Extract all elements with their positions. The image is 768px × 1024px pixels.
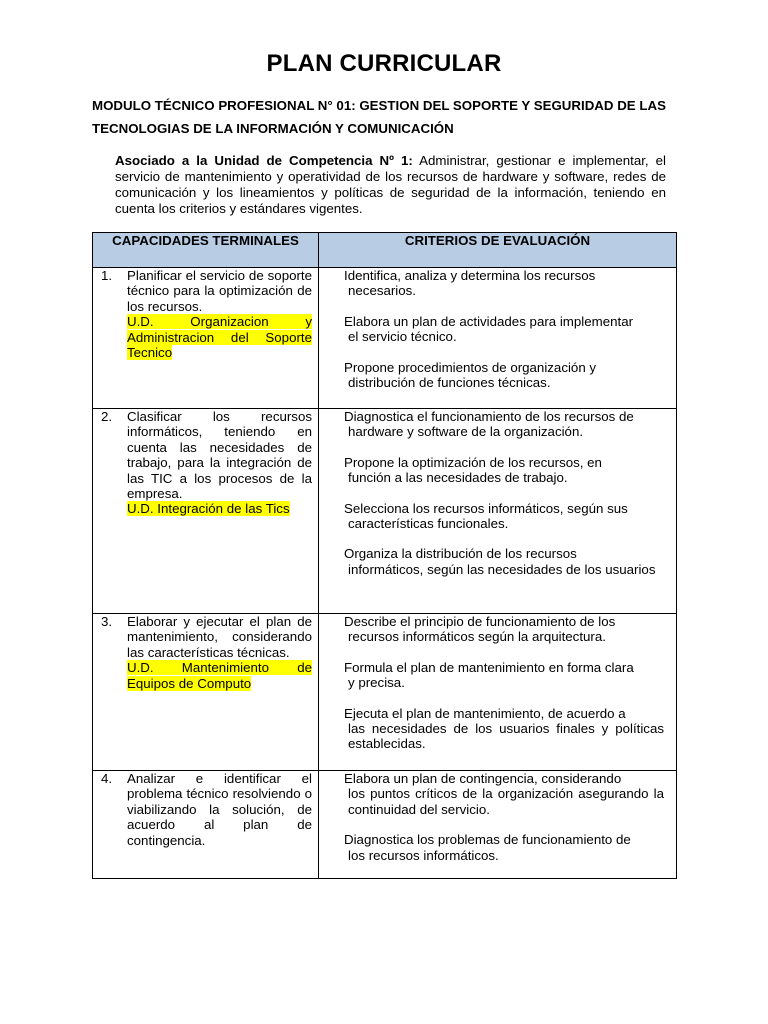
- criterion-line: Elabora un plan de contingencia, considerando: [344, 771, 622, 786]
- criterion-line: Elabora un plan de actividades para implementar: [344, 313, 634, 329]
- criterion-line: Diagnostica los problemas de funcionamiento de: [344, 832, 631, 848]
- association-text: Administrar, gestionar e implementar, el servicio de mantenimiento y operatividad de los recursos de hardware y software, redes de comunicación y los lineamientos y políticas de seguridad de la información, teniendo en cuenta los criterios y estándares vigentes.: [115, 153, 666, 216]
- criterion-item: [344, 832, 664, 863]
- table-row: [93, 268, 677, 409]
- criterion-item: [344, 314, 664, 345]
- capacity-text: Planificar el servicio de soporte técnico para la optimización de los recursos.: [127, 268, 312, 314]
- association-paragraph: [115, 153, 666, 217]
- capacity-text: Clasificar los recursos informáticos, teniendo en cuenta las necesidades de trabajo, para la integración de las TIC a los procesos de la empresa.: [127, 409, 312, 502]
- criterion-item: [344, 455, 664, 486]
- criterion-line: características funcionales.: [348, 516, 509, 532]
- criterion-line: y precisa.: [348, 675, 405, 691]
- capacity-cell: [93, 409, 319, 614]
- capacity-number: 2.: [101, 409, 113, 424]
- capacity-number: 3.: [101, 614, 113, 629]
- criterion-line: distribución de funciones técnicas.: [348, 375, 551, 391]
- criterion-line: Selecciona los recursos informáticos, según sus: [344, 500, 628, 516]
- criterion-item: [344, 706, 664, 752]
- criterion-line: Diagnostica el funcionamiento de los recursos de: [344, 409, 634, 424]
- criteria-cell: [319, 409, 677, 614]
- criterion-line: Formula el plan de mantenimiento en forma clara: [344, 659, 634, 675]
- unit-highlight: U.D. Organizacion y Administracion del Soporte Tecnico: [127, 314, 312, 361]
- criterion-item: [344, 268, 664, 299]
- capacity-cell: [93, 771, 319, 879]
- header-capacidades: CAPACIDADES TERMINALES: [93, 233, 319, 268]
- criterion-line: los recursos informáticos.: [348, 847, 499, 863]
- criterion-item: [344, 360, 664, 391]
- criterion-item: [344, 546, 664, 577]
- criterion-line: Propone la optimización de los recursos, en: [344, 454, 602, 470]
- table-row: [93, 614, 677, 771]
- curriculum-table: [92, 232, 677, 879]
- criterion-line: informáticos, según las necesidades de los usuarios: [348, 561, 656, 577]
- criterion-line: Propone procedimientos de organización y: [344, 359, 597, 375]
- criterion-line: Identifica, analiza y determina los recursos: [344, 268, 596, 283]
- criterion-item: [344, 409, 664, 440]
- criterion-line: el servicio técnico.: [348, 329, 457, 345]
- page-title: PLAN CURRICULAR: [266, 50, 502, 77]
- criteria-cell: [319, 771, 677, 879]
- table-header-row: [93, 233, 677, 268]
- criterion-item: [344, 614, 664, 645]
- criterion-line: Ejecuta el plan de mantenimiento, de acuerdo a: [344, 705, 626, 721]
- table-row: [93, 409, 677, 614]
- module-heading: MODULO TÉCNICO PROFESIONAL N° 01: GESTION DEL SOPORTE Y SEGURIDAD DE LAS TECNOLOGIAS DE LA INFORMACIÓN Y COMUNICACIÓN: [92, 98, 666, 136]
- header-criterios: CRITERIOS DE EVALUACIÓN: [319, 233, 677, 268]
- criterion-line: recursos informáticos según la arquitectura.: [348, 629, 606, 645]
- criteria-cell: [319, 614, 677, 771]
- criterion-item: [344, 660, 664, 691]
- criterion-line: hardware y software de la organización.: [348, 424, 584, 440]
- criteria-cell: [319, 268, 677, 409]
- criterion-line: Describe el principio de funcionamiento de los: [344, 614, 616, 629]
- criterion-line: Organiza la distribución de los recursos: [344, 546, 577, 562]
- criterion-line: los puntos críticos de la organización asegurando la continuidad del servicio.: [348, 786, 664, 817]
- capacity-text: Analizar e identificar el problema técnico resolviendo o viabilizando la solución, de acuerdo al plan de contingencia.: [127, 771, 312, 848]
- capacity-number: 4.: [101, 771, 113, 786]
- criterion-line: necesarios.: [348, 283, 416, 299]
- criterion-item: [344, 771, 664, 817]
- criterion-line: función a las necesidades de trabajo.: [348, 470, 568, 486]
- capacity-number: 1.: [101, 268, 113, 283]
- table-row: [93, 771, 677, 879]
- criterion-line: las necesidades de los usuarios finales y políticas establecidas.: [348, 721, 664, 752]
- unit-highlight: U.D. Integración de las Tics: [127, 501, 290, 517]
- capacity-cell: [93, 614, 319, 771]
- capacity-cell: [93, 268, 319, 409]
- association-label: Asociado a la Unidad de Competencia Nº 1:: [115, 153, 413, 168]
- criterion-item: [344, 501, 664, 532]
- capacity-text: Elaborar y ejecutar el plan de mantenimiento, considerando las características técnicas.: [127, 614, 312, 660]
- unit-highlight: U.D. Mantenimiento de Equipos de Computo: [127, 660, 312, 691]
